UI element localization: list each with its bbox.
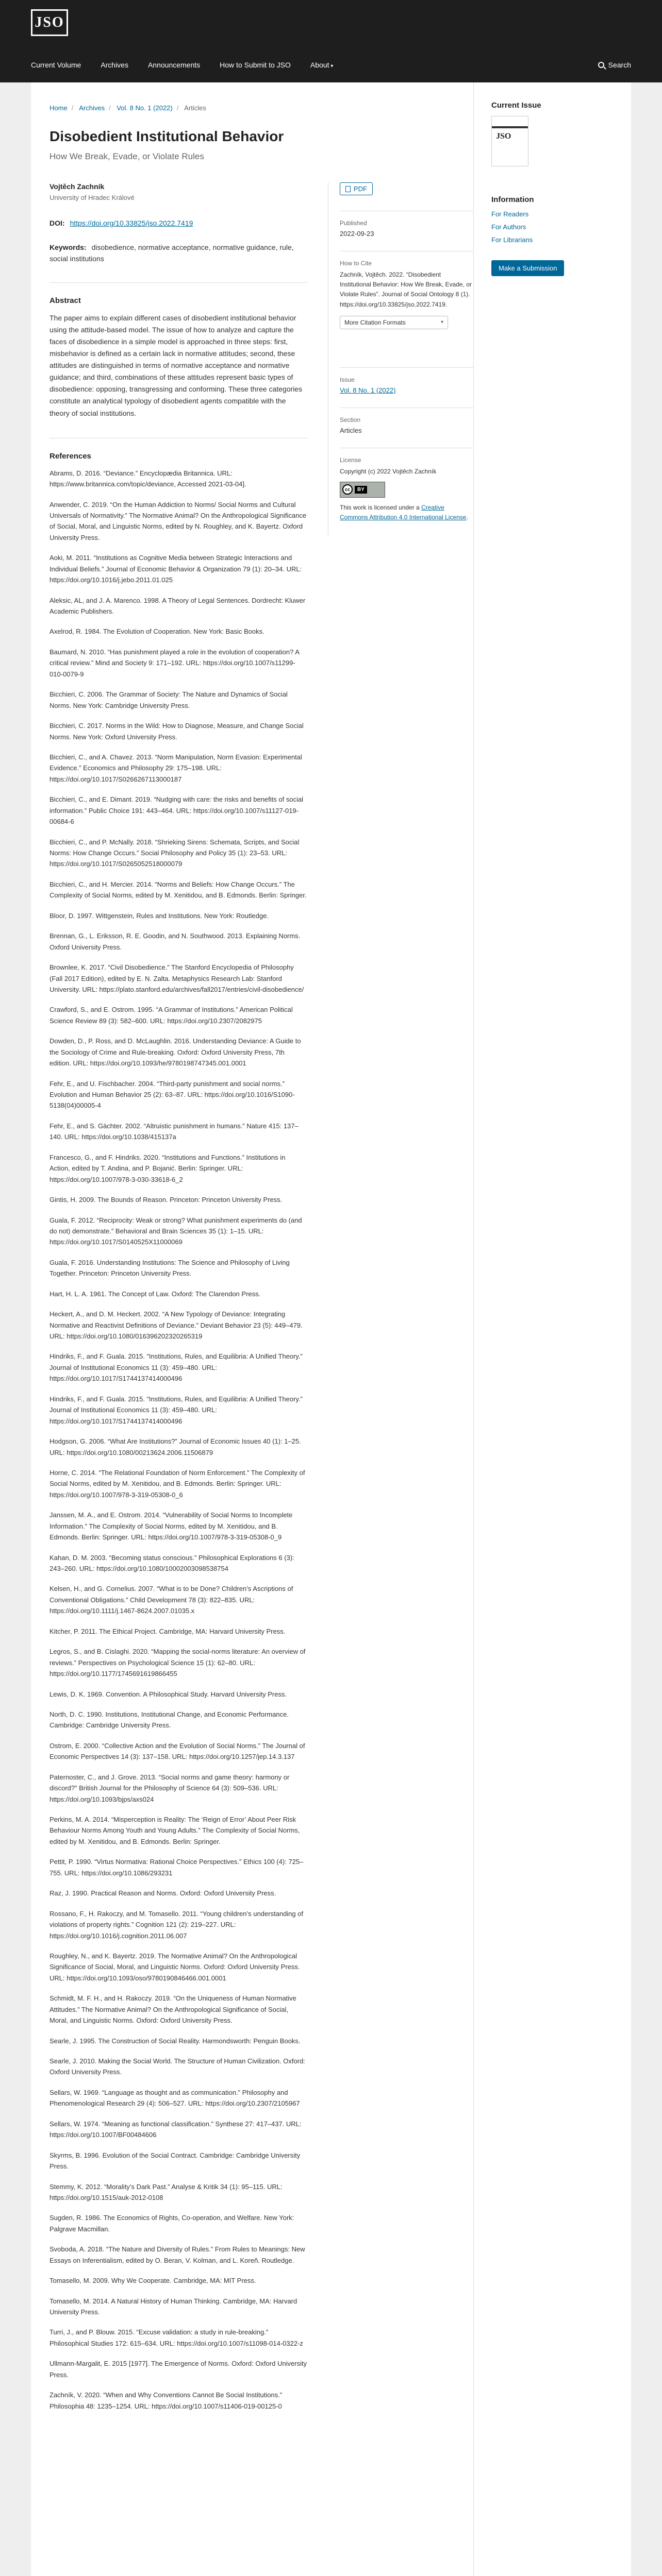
file-icon [345, 186, 351, 192]
reference-item: Aoki, M. 2011. “Institutions as Cognitive Media between Strategic Interactions and Individual Beliefs.” Journal of Economic Behavior & Organization 79 (1): 20–34. URL: https://doi.org/10.1016/j.jebo.2011.01.025 [49, 554, 302, 584]
pdf-label: PDF [354, 185, 367, 193]
license-label: License [340, 456, 361, 464]
reference-item: Sellars, W. 1969. “Language as thought and as communication.” Philosophy and Phenomenological Research 29 (4): 506–527. URL: https://doi.org/10.2307/2105967 [49, 2088, 300, 2108]
reference-item: Fehr, E., and U. Fischbacher. 2004. “Third-party punishment and social norms.” Evolution and Human Behavior 25 (2): 63–87. URL: https://doi.org/10.1016/S1090-5138(04)00005-4 [49, 1079, 295, 1110]
reference-item: Hart, H. L. A. 1961. The Concept of Law. Oxford: The Clarendon Press. [49, 1290, 261, 1298]
breadcrumb-home[interactable]: Home [49, 104, 68, 112]
information-heading: Information [491, 195, 534, 204]
citation-block [340, 251, 473, 367]
reference-item: Brennan, G., L. Eriksson, R. E. Goodin, and N. Southwood. 2013. Explaining Norms. Oxford University Press. [49, 932, 301, 951]
reference-item: Kelsen, H., and G. Cornelius. 2007. “What is to be Done? Children’s Ascriptions of Conventional Obligations.” Child Development 78 (3): 822–835. URL: https://doi.org/10.1111/j.1467-8624.2007.01035.x [49, 1585, 293, 1615]
reference-item: Bicchieri, C., and A. Chavez. 2013. “Norm Manipulation, Norm Evasion: Experimental Evidence.” Economics and Philosophy 29: 175–198. URL: https://doi.org/10.1017/S0266267113000187 [49, 753, 302, 783]
reference-item: Bicchieri, C., and P. McNally. 2018. “Shrieking Sirens: Schemata, Scripts, and Social Norms: How Change Occurs.” Social Philosophy and Policy 35 (1): 23–53. URL: https://doi.org/10.1017/S0265052518000079 [49, 838, 300, 868]
logo-text: JSO [35, 14, 64, 30]
reference-item: Guala, F. 2012. “Reciprocity: Weak or strong? What punishment experiments do (and do not) demonstrate.” Behavioral and Brain Sciences 35 (1): 1–15. URL: https://doi.org/10.1017/S0140525X11000069 [49, 1216, 302, 1246]
issue-link[interactable]: Vol. 8 No. 1 (2022) [340, 386, 396, 394]
copyright-text: Copyright (c) 2022 Vojtěch Zachník [340, 467, 437, 475]
pdf-download-button[interactable] [340, 182, 373, 195]
reference-item: Hindriks, F., and F. Guala. 2015. “Institutions, Rules, and Equilibria: A Unified Theory.” Journal of Institutional Economics 11 (3): 459–480. URL: https://doi.org/10.1017/S1744137414000496 [49, 1395, 303, 1425]
reference-item: Legros, S., and B. Cislaghi. 2020. “Mapping the social-norms literature: An overview of reviews.” Perspectives on Psychological Science 15 (1): 62–80. URL: https://doi.org/10.1177/1745691619866455 [49, 1648, 306, 1678]
reference-item: Bicchieri, C., and H. Mercier. 2014. “Norms and Beliefs: How Change Occurs.” The Complexity of Social Norms, edited by M. Xenitidou, and B. Edmonds. Berlin: Springer. [49, 880, 307, 900]
license-end: . [466, 514, 468, 521]
cc-by-badge[interactable] [340, 482, 385, 498]
section-label: Section [340, 416, 361, 423]
reference-item: Schmidt, M. F. H., and H. Rakoczy. 2019. “On the Uniqueness of Human Normative Attitudes.” The Normative Animal? On the Anthropological Significance of Social, Moral, and Linguistic Norms. Oxford: Oxford University Press. [49, 1994, 296, 2025]
main-content [31, 82, 473, 2410]
reference-item: Ullmann-Margalit, E. 2015 [1977]. The Emergence of Norms. Oxford: Oxford University Press. [49, 2360, 307, 2379]
published-block [340, 211, 473, 251]
issue-block [340, 367, 473, 408]
reference-item: Janssen, M. A., and E. Ostrom. 2014. “Vulnerability of Social Norms to Incomplete Information.” The Complexity of Social Norms, edited by M. Xenitidou, and B. Edmonds. Berlin: Springer. URL: https://doi.org/10.1007/978-3-319-05308-0_9 [49, 1511, 293, 1541]
license-link[interactable]: Creative Commons Attribution 4.0 International License [340, 503, 467, 521]
current-issue-heading: Current Issue [491, 101, 541, 110]
breadcrumb-issue[interactable]: Vol. 8 No. 1 (2022) [117, 104, 173, 112]
doi [49, 219, 307, 227]
article-meta [328, 182, 473, 536]
keywords [49, 242, 307, 265]
make-submission-button[interactable]: Make a Submission [491, 260, 564, 276]
section-value: Articles [340, 426, 362, 434]
keywords-value: disobedience, normative acceptance, normative guidance, rule, social institutions [49, 243, 294, 263]
reference-item: Aleksic, AL, and J. A. Marenco. 1998. A Theory of Legal Sentences. Dordrecht: Kluwer Academic Publishers. [49, 596, 306, 615]
reference-item: Bicchieri, C. 2017. Norms in the Wild: How to Diagnose, Measure, and Change Social Norms. New York: Oxford University Press. [49, 722, 304, 741]
abstract-text: The paper aims to explain different cases of disobedient institutional behavior using the attitude-based model. The issue of how to analyze and capture the faces of disobedience in a simple model is approached in three steps: first, misbehavior is defined as a certain lack in normative attitudes; second, these attitudes are distinguished in terms of normative acceptance and normative guidance; and third, combinations of these attitudes represent basic types of disobedience: opposing, transgressing and conforming. These three categories constitute an analytical typology of disobedient agents compatible with the theory of social institutions. [49, 313, 303, 417]
reference-item: Turri, J., and P. Blouw. 2015. “Excuse validation: a study in rule-breaking.” Philosophical Studies 172: 615–634. URL: https://doi.org/10.1007/s11098-014-0322-z [49, 2328, 303, 2347]
published-date: 2022-09-23 [340, 230, 374, 238]
reference-item: Heckert, A., and D. M. Heckert. 2002. “A New Typology of Deviance: Integrating Normative and Reactivist Definitions of Deviance.” Deviant Behavior 23 (5): 449–479. URL: https://doi.org/10.1080/016396202320265319 [49, 1310, 303, 1340]
reference-item: Horne, C. 2014. “The Relational Foundation of Norm Enforcement.” The Complexity of Social Norms, edited by M. Xenitidou, and B. Edmonds. Berlin: Springer. URL: https://doi.org/10.1007/978-3-319-05308-0_6 [49, 1468, 305, 1499]
reference-item: Roughley, N., and K. Bayertz. 2019. The Normative Animal? On the Anthropological Significance of Social, Moral, and Linguistic Norms. Oxford: Oxford University Press. URL: https://doi.org/10.1093/oso/9780190846466.001.0001 [49, 1952, 300, 1982]
issue-label: Issue [340, 376, 355, 383]
keywords-label: Keywords: [49, 243, 87, 251]
breadcrumb-archives[interactable]: Archives [79, 104, 105, 112]
reference-item: Fehr, E., and S. Gächter. 2002. “Altruistic punishment in humans.” Nature 415: 137–140. URL: https://doi.org/10.1038/415137a [49, 1122, 299, 1141]
reference-item: Searle, J. 2010. Making the Social World. The Structure of Human Civilization. Oxford: Oxford University Press. [49, 2057, 305, 2076]
reference-item: Axelrod, R. 1984. The Evolution of Cooperation. New York: Basic Books. [49, 628, 264, 636]
reference-item: Kitcher, P. 2011. The Ethical Project. Cambridge, MA: Harvard University Press. [49, 1627, 286, 1635]
search-label: Search [608, 61, 631, 69]
reference-item: Stemmy, K. 2012. “Morality’s Dark Past.” Analyse & Kritik 34 (1): 95–115. URL: https://doi.org/10.1515/auk-2012-0108 [49, 2182, 283, 2201]
howtocite-label: How to Cite [340, 260, 372, 267]
nav-archives[interactable]: Archives [101, 61, 128, 69]
reference-item: Tomasello, M. 2014. A Natural History of Human Thinking. Cambridge, MA: Harvard University Press. [49, 2297, 297, 2316]
breadcrumb: Home / Archives / Vol. 8 No. 1 (2022) / Articles [49, 104, 206, 112]
license-intro: This work is licensed under a [340, 503, 422, 511]
reference-item: Bicchieri, C. 2006. The Grammar of Society: The Nature and Dynamics of Social Norms. New York: Cambridge University Press. [49, 690, 288, 709]
reference-item: Brownlee, K. 2017. “Civil Disobedience.” The Stanford Encyclopedia of Philosophy (Fall 2017 Edition), edited by E. N. Zalta. Metaphysics Research Lab: Stanford University. URL: https://plato.stanford.edu/archives/fall2017/entries/civil-disobedience/ [49, 963, 304, 993]
doi-link[interactable]: https://doi.org/10.33825/jso.2022.7419 [70, 219, 193, 227]
search-link[interactable] [598, 61, 631, 69]
reference-item: Kahan, D. M. 2003. “Becoming status conscious.” Philosophical Explorations 6 (3): 243–260. URL: https://doi.org/10.1080/10002003098538754 [49, 1553, 294, 1572]
nav-announcements[interactable]: Announcements [147, 61, 201, 69]
references-heading: References [49, 451, 91, 461]
reference-item: Skyrms, B. 1996. Evolution of the Social Contract. Cambridge: Cambridge University Press. [49, 2151, 301, 2171]
reference-item: Zachník, V. 2020. “When and Why Conventions Cannot Be Social Institutions.” Philosophia 48: 1235–1254. URL: https://doi.org/10.1007/s11406-019-00125-0 [49, 2391, 283, 2410]
references-list [49, 468, 307, 2412]
reference-item: Crawford, S., and E. Ostrom. 1995. “A Grammar of Institutions.” American Political Science Review 89 (3): 582–600. URL: https://doi.org/10.2307/2082975 [49, 1006, 293, 1025]
reference-item: Lewis, D. K. 1969. Convention. A Philosophical Study. Harvard University Press. [49, 1690, 287, 1698]
reference-item: Gintis, H. 2009. The Bounds of Reason. Princeton: Princeton University Press. [49, 1196, 283, 1204]
article-details [49, 182, 307, 2421]
article-title: Disobedient Institutional Behavior [49, 128, 284, 144]
reference-item: Ostrom, E. 2000. “Collective Action and the Evolution of Social Norms.” The Journal of Economic Perspectives 14 (3): 137–158. URL: https://doi.org/10.1257/jep.14.3.137 [49, 1741, 305, 1761]
article-subtitle: How We Break, Evade, or Violate Rules [49, 151, 204, 161]
reference-item: Hodgson, G. 2006. “What Are Institutions?” Journal of Economic Issues 40 (1): 1–25. URL: https://doi.org/10.1080/00213624.2006.11506879 [49, 1437, 301, 1456]
license-block [340, 448, 473, 536]
by-icon: BY [355, 486, 367, 494]
citation-format-select[interactable] [340, 316, 448, 329]
primary-nav [31, 61, 353, 69]
nav-about[interactable]: About ▾ [310, 61, 333, 69]
author-affiliation: University of Hradec Králové [49, 194, 135, 201]
link-for-readers[interactable]: For Readers [491, 210, 529, 218]
reference-item: Paternoster, C., and J. Grove. 2013. “Social norms and game theory: harmony or discord?” British Journal for the Philosophy of Science 64 (3): 509–536. URL: https://doi.org/10.1093/bjps/axs024 [49, 1773, 290, 1803]
reference-item: Svoboda, A. 2018. “The Nature and Diversity of Rules.” From Rules to Meanings: New Essays on Inferentialism, edited by O. Beran, V. Kolman, and L. Koreň. Routledge. [49, 2245, 305, 2264]
abstract-heading: Abstract [49, 296, 81, 305]
reference-item: Bicchieri, C., and E. Dimant. 2019. “Nudging with care: the risks and benefits of social information.” Public Choice 191: 443–464. URL: https://doi.org/10.1007/s11127-019-00684-6 [49, 795, 304, 826]
reference-item: Abrams, D. 2016. “Deviance.” Encyclopædia Britannica. URL: https://www.britannica.com/topic/deviance, Accessed 2021-03-04]. [49, 469, 246, 488]
reference-item: Bloor, D. 1997. Wittgenstein, Rules and Institutions. New York: Routledge. [49, 911, 269, 920]
reference-item: Baumard, N. 2010. “Has punishment played a role in the evolution of cooperation? A critical review.” Mind and Society 9: 171–192. URL: https://doi.org/10.1007/s11299-010-0079-9 [49, 648, 300, 678]
reference-item: Francesco, G., and F. Hindriks. 2020. “Institutions and Functions.” Institutions in Action, edited by T. Andina, and P. Bojanić. Berlin: Springer. URL: https://doi.org/10.1007/978-3-030-33618-6_2 [49, 1153, 286, 1183]
nav-current-volume[interactable]: Current Volume [31, 61, 81, 69]
page-content [31, 82, 631, 2576]
link-for-librarians[interactable]: For Librarians [491, 236, 533, 244]
sidebar [473, 82, 631, 2576]
reference-item: Perkins, M. A. 2014. “Misperception is Reality: The ‘Reign of Error’ About Peer Risk Behaviour Norms Among Youth and Young Adults.” The Complexity of Social Norms, edited by M. Xenitidou, and B. Edmonds. Berlin: Springer. [49, 1816, 300, 1845]
search-icon [598, 62, 604, 68]
reference-item: Anwender, C. 2019. “On the Human Addiction to Norms/ Social Norms and Cultural Universals of Normativity.” The Normative Animal? On the Anthropological Significance of Social, Moral, and Linguistic Norms, edited by N. Roughley, and K. Bayertz. Oxford University Press. [49, 500, 307, 541]
author-name: Vojtěch Zachník [49, 182, 105, 191]
cc-icon: cc [342, 484, 353, 495]
journal-logo[interactable] [31, 9, 68, 36]
link-for-authors[interactable]: For Authors [491, 223, 526, 231]
reference-item: Tomasello, M. 2009. Why We Cooperate. Cambridge, MA: MIT Press. [49, 2277, 256, 2285]
citation-format-value: More Citation Formats [344, 318, 406, 326]
nav-how-to-submit[interactable]: How to Submit to JSO [220, 61, 291, 69]
reference-item: Guala, F. 2016. Understanding Institutions: The Science and Philosophy of Living Together. Princeton: Princeton University Press. [49, 1258, 290, 1278]
reference-item: Sugden, R. 1986. The Economics of Rights, Co-operation, and Welfare. New York: Palgrave Macmillan. [49, 2214, 294, 2233]
published-label: Published [340, 219, 367, 227]
section-block [340, 408, 473, 448]
reference-item: Hindriks, F., and F. Guala. 2015. “Institutions, Rules, and Equilibria: A Unified Theory.” Journal of Institutional Economics 11 (3): 459–480. URL: https://doi.org/10.1017/S1744137414000496 [49, 1352, 303, 1383]
site-header [0, 0, 662, 82]
reference-item: Raz, J. 1990. Practical Reason and Norms. Oxford: Oxford University Press. [49, 1889, 276, 1897]
reference-item: Searle, J. 1995. The Construction of Social Reality. Harmondsworth: Penguin Books. [49, 2037, 301, 2045]
citation-text: Zachník, Vojtěch. 2022. “Disobedient Institutional Behavior: How We Break, Evade, or Violate Rules”. Journal of Social Ontology 8 (1). https://doi.org/10.33825/jso.2022.7419. [340, 271, 472, 308]
doi-label: DOI: [49, 219, 65, 227]
license-text [340, 503, 473, 522]
reference-item: Dowden, D., P. Ross, and D. McLaughlin. 2016. Understanding Deviance: A Guide to the Sociology of Crime and Rule-breaking. Oxford: Oxford University Press, 7th edition. URL: https://doi.org/10.1093/he/9780198747345.001.0001 [49, 1037, 301, 1067]
reference-item: Sellars, W. 1974. “Meaning as functional classification.” Synthese 27: 417–437. URL: https://doi.org/10.1007/BF00484606 [49, 2120, 302, 2139]
current-issue-cover[interactable] [491, 116, 528, 166]
reference-item: Pettit, P. 1990. “Virtus Normativa: Rational Choice Perspectives.” Ethics 100 (4): 725–755. URL: https://doi.org/10.1086/293231 [49, 1858, 304, 1877]
reference-item: North, D. C. 1990. Institutions, Institutional Change, and Economic Performance. Cambridge: Cambridge University Press. [49, 1710, 289, 1730]
breadcrumb-current: Articles [184, 104, 206, 112]
reference-item: Rossano, F., H. Rakoczy, and M. Tomasello. 2011. “Young children’s understanding of violations of property rights.” Cognition 121 (2): 219–227. URL: https://doi.org/10.1016/j.cognition.2011.06.007 [49, 1909, 304, 1940]
